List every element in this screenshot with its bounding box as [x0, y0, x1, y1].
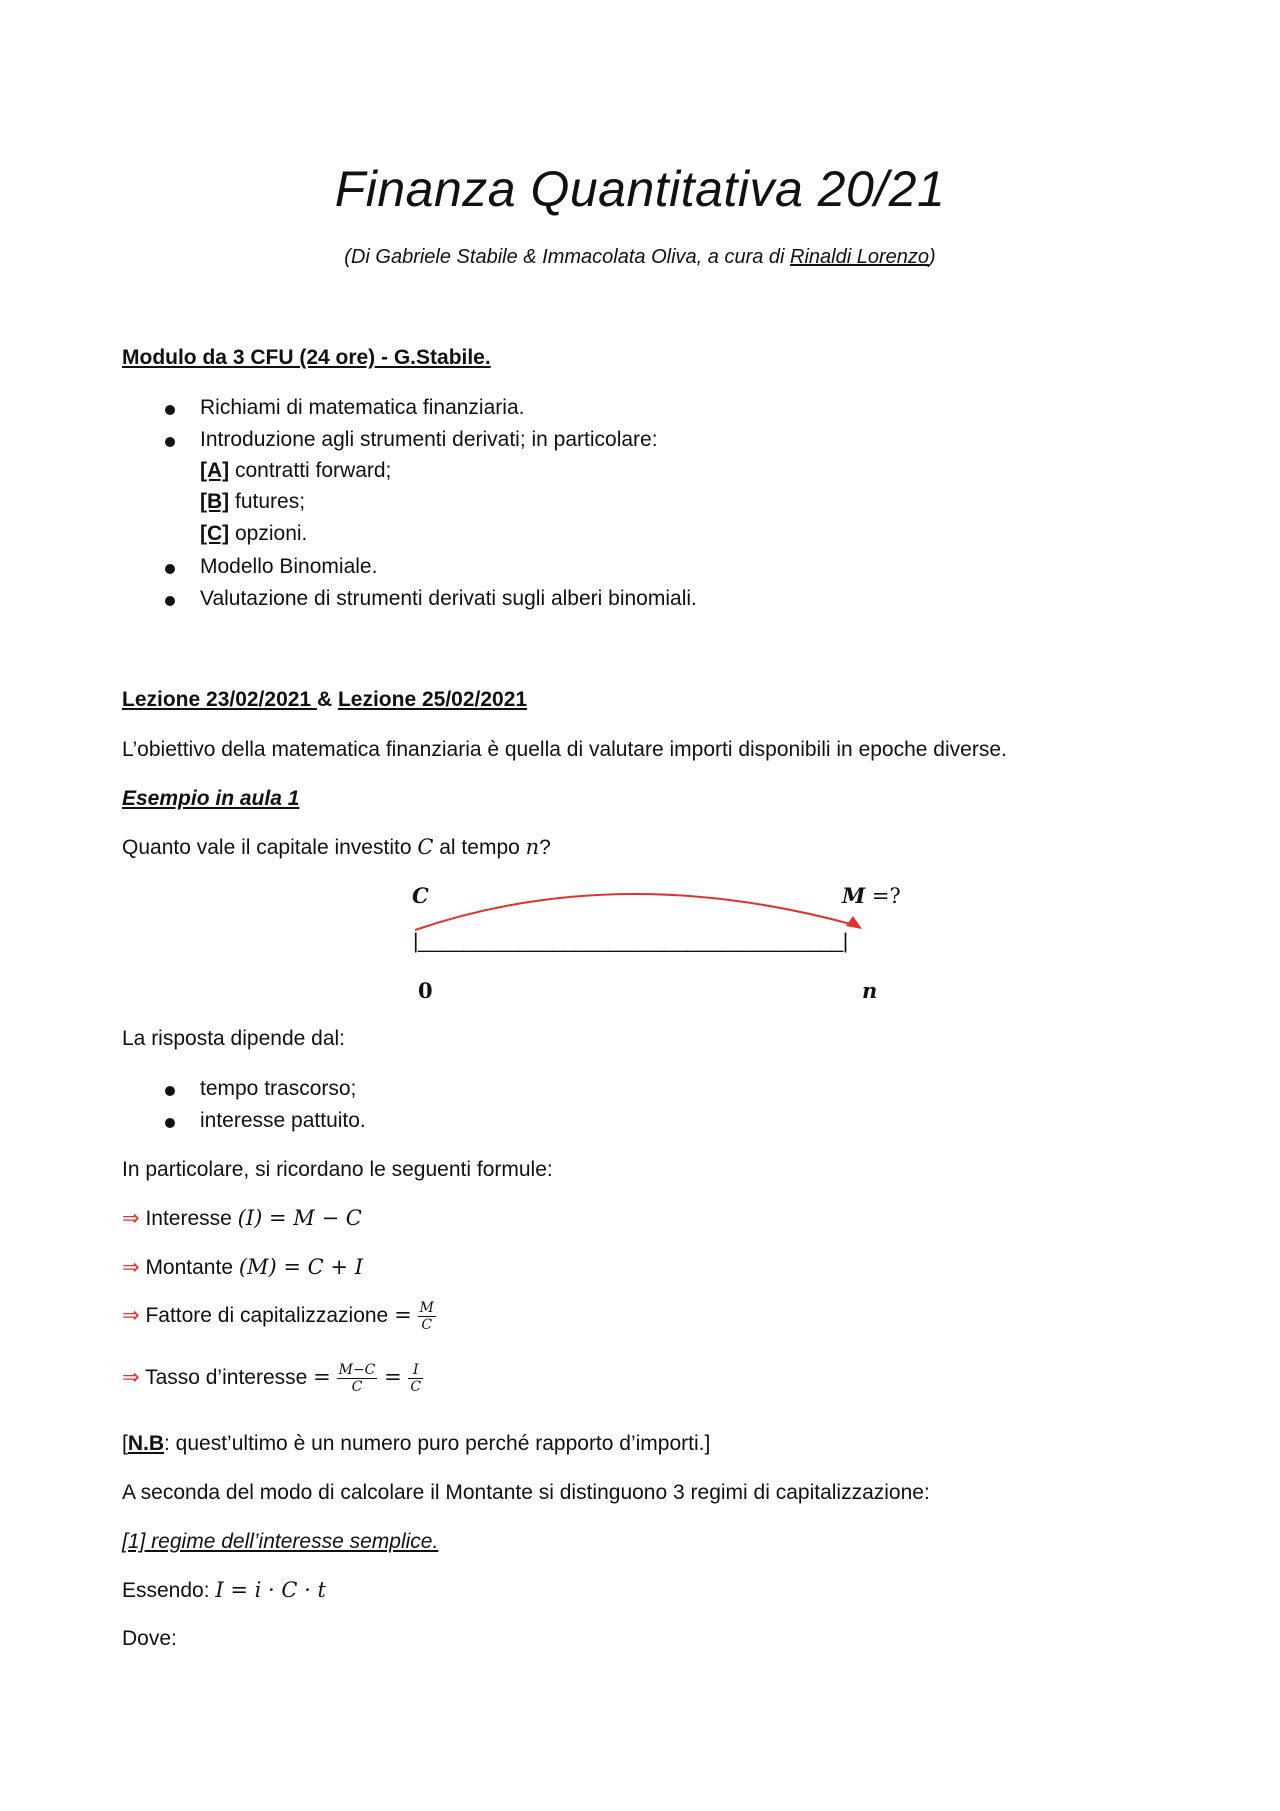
module-item: Introduzione agli strumenti derivati; in particolare: — [200, 428, 658, 451]
example-label: Esempio in aula 1 — [122, 787, 300, 810]
implies-icon: ⇒ — [122, 1365, 140, 1390]
module-item: Richiami di matematica finanziaria. — [200, 396, 525, 419]
fraction: $\frac{I}{C}$ — [410, 1362, 422, 1395]
answer-item: tempo trascorso; — [200, 1077, 357, 1100]
subtitle-prefix: (Di Gabriele Stabile & Immacolata Oliva, a cura di — [344, 246, 791, 268]
example-question: Quanto vale il capitale investito C al tempo n? — [122, 835, 551, 859]
bullet-dot — [165, 564, 175, 574]
module-subitem: [B] futures; — [200, 490, 306, 513]
regime-1-heading: [1] regime dell’interesse semplice. — [122, 1530, 439, 1553]
page-subtitle — [0, 246, 1280, 269]
formula-interest-rate: ⇒ Tasso d’interesse = $\frac{M-C}{C}$ = $\frac{I}{C}$ — [122, 1362, 422, 1395]
time-zero-label: 0 — [418, 978, 433, 1003]
module-subitem: [C] opzioni. — [200, 522, 308, 545]
answer-intro: La risposta dipende dal: — [122, 1027, 345, 1050]
formula-interest: ⇒ Interesse (I) = M − C — [122, 1206, 362, 1230]
subtitle-suffix: ) — [929, 246, 936, 268]
answer-item: interesse pattuito. — [200, 1109, 366, 1132]
capital-label: C — [412, 883, 429, 908]
dove-label: Dove: — [122, 1627, 177, 1650]
module-heading: Modulo da 3 CFU (24 ore) - G.Stabile. — [122, 346, 491, 369]
regimes-intro: A seconda del modo di calcolare il Montante si distinguono 3 regimi di capitalizzazione: — [122, 1481, 930, 1504]
subtitle-editor-name: Rinaldi Lorenzo — [790, 246, 930, 268]
formula-capitalization-factor: ⇒ Fattore di capitalizzazione = $\frac{M}{C}$ — [122, 1300, 434, 1333]
implies-icon: ⇒ — [122, 1206, 140, 1230]
module-subitem: [A] contratti forward; — [200, 459, 392, 482]
lesson-intro: L’obiettivo della matematica finanziaria è quella di valutare importi disponibili in epoche diverse. — [122, 738, 1007, 761]
page-title: Finanza Quantitativa 20/21 — [334, 161, 946, 217]
bullet-dot — [165, 596, 175, 606]
bullet-dot — [165, 437, 175, 447]
lesson-heading: Lezione 23/02/2021 & Lezione 25/02/2021 — [122, 688, 528, 711]
bullet-dot — [165, 1086, 175, 1096]
essendo-formula: Essendo: I = i · C · t — [122, 1578, 326, 1602]
implies-icon: ⇒ — [122, 1303, 140, 1328]
formula-amount: ⇒ Montante (M) = C + I — [122, 1255, 363, 1279]
module-item: Valutazione di strumenti derivati sugli alberi binomiali. — [200, 587, 697, 610]
bullet-dot — [165, 1118, 175, 1128]
amount-label: M =? — [842, 883, 901, 908]
implies-icon: ⇒ — [122, 1255, 140, 1279]
fraction: $\frac{M-C}{C}$ — [338, 1362, 376, 1395]
bullet-dot — [165, 405, 175, 415]
module-item: Modello Binomiale. — [200, 555, 378, 578]
time-n-label: n — [862, 978, 878, 1003]
formulas-intro: In particolare, si ricordano le seguenti formule: — [122, 1158, 553, 1181]
note-nb: [N.B: quest’ultimo è un numero puro perché rapporto d’importi.] — [122, 1432, 711, 1455]
timeline-axis: |______________________________________| — [413, 930, 848, 953]
fraction: $\frac{M}{C}$ — [419, 1300, 434, 1333]
